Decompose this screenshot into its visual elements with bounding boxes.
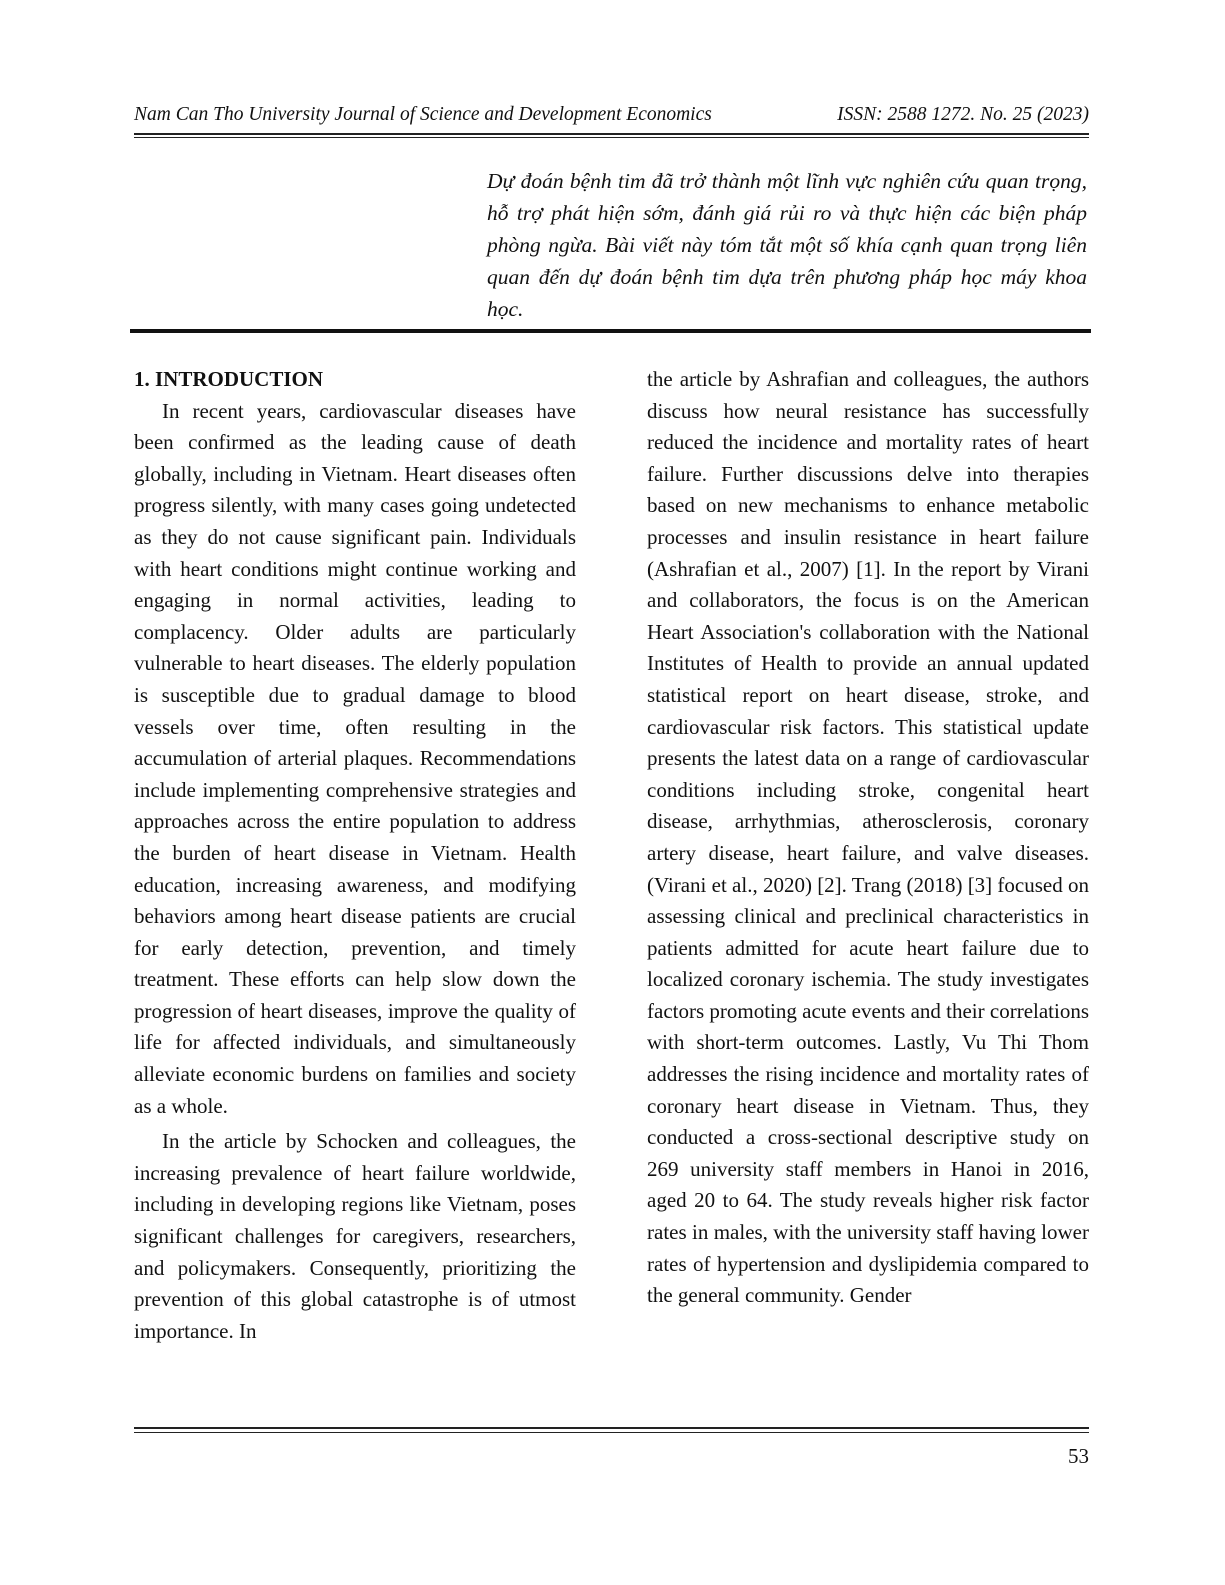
footer-rule xyxy=(134,1427,1089,1429)
header-rule xyxy=(134,133,1089,135)
right-column xyxy=(647,364,1089,1312)
left-column xyxy=(134,364,576,1347)
issn-issue: ISSN: 2588 1272. No. 25 (2023) xyxy=(837,104,1089,125)
footer-rule-secondary xyxy=(134,1432,1089,1433)
paragraph: the article by Ashrafian and colleagues, the authors discuss how neural resistance has successfully reduced the incidence and mortality rates of heart failure. Further discussions delve into therapies based on new mechanisms to enhance metabolic processes and insulin resistance in heart failure (Ashrafian et al., 2007) [1]. In the report by Virani and collaborators, the focus is on the American Heart Association's collaboration with the National Institutes of Health to provide an annual updated statistical report on heart disease, stroke, and cardiovascular risk factors. This statistical update presents the latest data on a range of cardiovascular conditions including stroke, congenital heart disease, arrhythmias, atherosclerosis, coronary artery disease, heart failure, and valve diseases. (Virani et al., 2020) [2]. Trang (2018) [3] focused on assessing clinical and preclinical characteristics in patients admitted for acute heart failure due to localized coronary ischemia. The study investigates factors promoting acute events and their correlations with short-term outcomes. Lastly, Vu Thi Thom addresses the rising incidence and mortality rates of coronary heart disease in Vietnam. Thus, they conducted a cross-sectional descriptive study on 269 university staff members in Hanoi in 2016, aged 20 to 64. The study reveals higher risk factor rates in males, with the university staff having lower rates of hypertension and dyslipidemia compared to the general community. Gender xyxy=(647,367,1090,1308)
page-number: 53 xyxy=(1068,1444,1089,1468)
abstract-divider xyxy=(130,329,1091,333)
abstract-vietnamese: Dự đoán bệnh tim đã trở thành một lĩnh vực nghiên cứu quan trọng, hỗ trợ phát hiện sớm, đánh giá rủi ro và thực hiện các biện pháp phòng ngừa. Bài viết này tóm tắt một số khía cạnh quan trọng liên quan đến dự đoán bệnh tim dựa trên phương pháp học máy khoa học. xyxy=(487,169,1087,321)
header-rule-secondary xyxy=(134,137,1089,138)
paragraph: In recent years, cardiovascular diseases have been confirmed as the leading cause of death globally, including in Vietnam. Heart diseases often progress silently, with many cases going undetected as they do not cause significant pain. Individuals with heart conditions might continue working and engaging in normal activities, leading to complacency. Older adults are particularly vulnerable to heart diseases. The elderly population is susceptible due to gradual damage to blood vessels over time, often resulting in the accumulation of arterial plaques. Recommendations include implementing comprehensive strategies and approaches across the entire population to address the burden of heart disease in Vietnam. Health education, increasing awareness, and modifying behaviors among heart disease patients are crucial for early detection, prevention, and timely treatment. These efforts can help slow down the progression of heart diseases, improve the quality of life for affected individuals, and simultaneously alleviate economic burdens on families and society as a whole. xyxy=(134,398,576,1118)
running-header xyxy=(134,103,1089,133)
journal-title: Nam Can Tho University Journal of Science and Development Economics xyxy=(134,104,712,125)
section-title: 1. INTRODUCTION xyxy=(134,367,324,391)
paragraph: In the article by Schocken and colleagues, the increasing prevalence of heart failure worldwide, including in developing regions like Vietnam, poses significant challenges for caregivers, researchers, and policymakers. Consequently, prioritizing the prevention of this global catastrophe is of utmost importance. In xyxy=(134,1129,576,1343)
